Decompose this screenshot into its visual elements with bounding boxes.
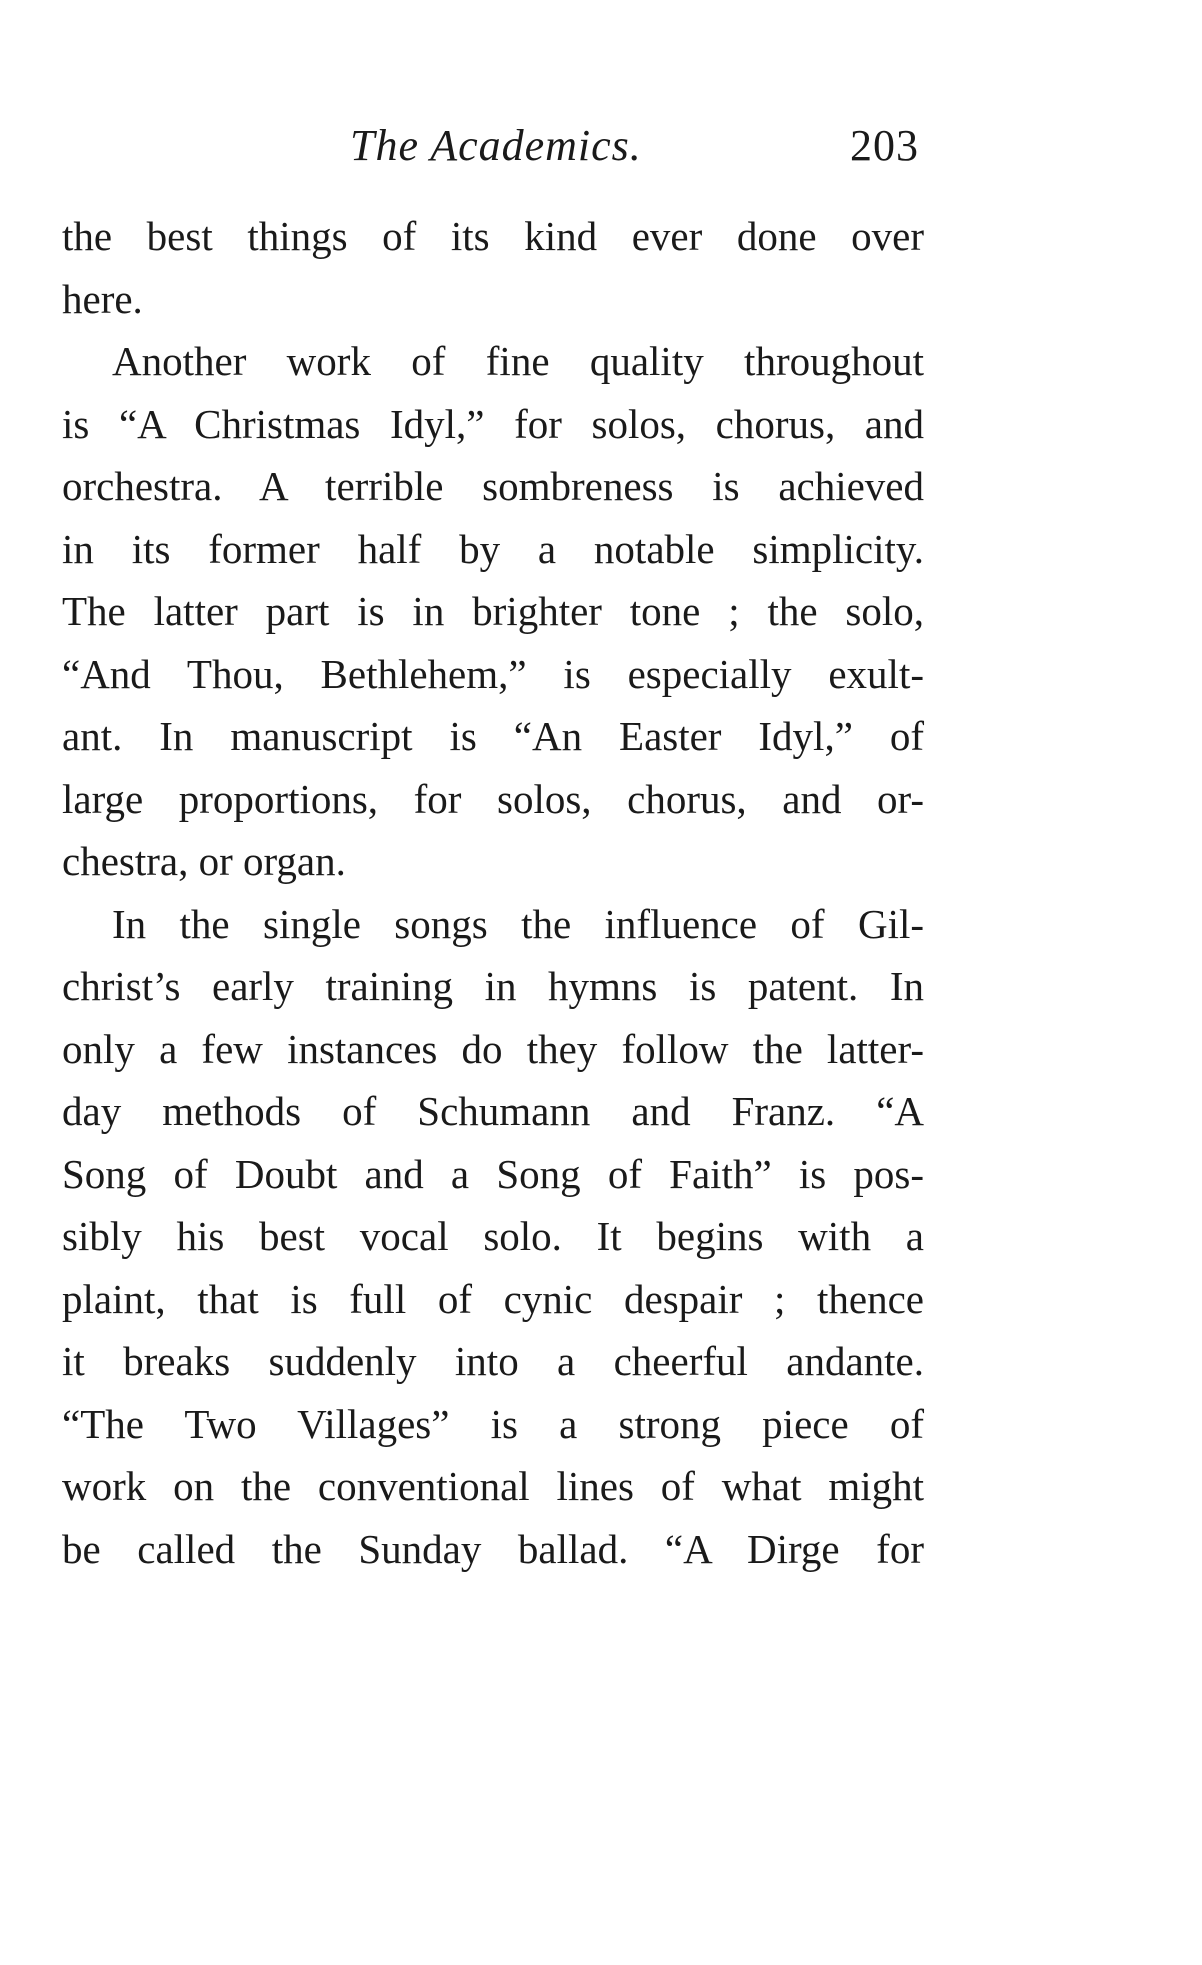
text-line: here. xyxy=(62,275,143,322)
text-line: christ’s early training in hymns is patent. In xyxy=(62,963,924,1009)
text-line: large proportions, for solos, chorus, and or- xyxy=(62,775,924,822)
text-line: sibly his best vocal solo. It begins with a xyxy=(62,1213,924,1259)
text-line: plaint, that is full of cynic despair ; thence xyxy=(62,1275,924,1322)
text-line: be called the Sunday ballad. “A Dirge for xyxy=(62,1525,924,1572)
text-line: Another work of fine quality throughout xyxy=(112,338,924,384)
text-line: The latter part is in brighter tone ; the solo, xyxy=(62,588,924,634)
body-text xyxy=(62,205,924,1580)
text-line: the best things of its kind ever done over xyxy=(62,213,924,259)
text-line: day methods of Schumann and Franz. “A xyxy=(62,1088,924,1134)
text-line: orchestra. A terrible sombreness is achieved xyxy=(62,463,924,509)
text-line: only a few instances do they follow the latter- xyxy=(62,1025,924,1072)
text-line: ant. In manuscript is “An Easter Idyl,” of xyxy=(62,713,924,759)
running-title: The Academics. xyxy=(350,121,642,170)
text-line: chestra, or organ. xyxy=(62,838,346,884)
text-line: is “A Christmas Idyl,” for solos, chorus, and xyxy=(62,400,924,447)
text-line: in its former half by a notable simplicity. xyxy=(62,525,924,572)
text-line: In the single songs the influence of Gil- xyxy=(112,900,924,947)
text-line: it breaks suddenly into a cheerful andante. xyxy=(62,1338,924,1384)
text-line: work on the conventional lines of what might xyxy=(62,1463,924,1509)
text-line: “The Two Villages” is a strong piece of xyxy=(62,1400,924,1447)
page-number: 203 xyxy=(850,121,919,170)
text-line: “And Thou, Bethlehem,” is especially exult- xyxy=(62,650,924,697)
text-line: Song of Doubt and a Song of Faith” is pos- xyxy=(62,1150,924,1197)
